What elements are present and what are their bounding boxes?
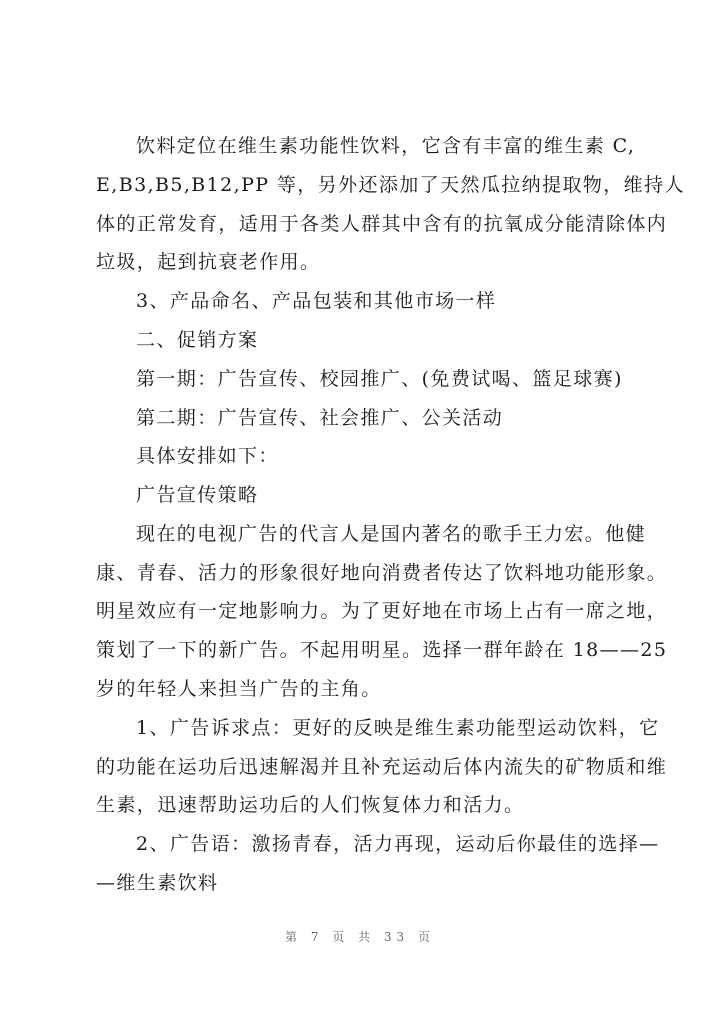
- text-line: 二、促销方案: [136, 329, 259, 351]
- section-heading: 广告宣传策略: [136, 484, 259, 506]
- text-line: 第一期：广告宣传、校园推广、(免费试喝、篮足球赛): [136, 368, 623, 390]
- text-line: 具体安排如下：: [136, 445, 279, 467]
- text-line: 策划了一下的新广告。不起用明星。选择一群年龄在 18——25: [96, 639, 668, 661]
- text-line: 垃圾，起到抗衰老作用。: [96, 251, 321, 273]
- text-line: E,B3,B5,B12,PP 等，另外还添加了天然瓜拉纳提取物，维持人: [96, 174, 685, 196]
- text-line: 体的正常发育，适用于各类人群其中含有的抗氧成分能清除体内: [96, 213, 668, 235]
- text-line: 1、广告诉求点：更好的反映是维生素功能型运动饮料，它: [136, 717, 660, 739]
- text-line: 的功能在运功后迅速解渴并且补充运动后体内流失的矿物质和维: [96, 756, 668, 778]
- text-line: 2、广告语：激扬青春，活力再现，运动后你最佳的选择—: [136, 833, 660, 855]
- text-line: 岁的年轻人来担当广告的主角。: [96, 678, 382, 700]
- text-line: 明星效应有一定地影响力。为了更好地在市场上占有一席之地，: [96, 600, 668, 622]
- text-line: 康、青春、活力的形象很好地向消费者传达了饮料地功能形象。: [96, 562, 668, 584]
- text-line: 第二期：广告宣传、社会推广、公关活动: [136, 407, 504, 429]
- text-line: 3、产品命名、产品包装和其他市场一样: [136, 290, 497, 312]
- text-line: 生素，迅速帮助运功后的人们恢复体力和活力。: [96, 794, 525, 816]
- text-line: 饮料定位在维生素功能性饮料，它含有丰富的维生素 C,: [136, 135, 636, 157]
- text-line: 现在的电视广告的代言人是国内著名的歌手王力宏。他健: [136, 523, 647, 545]
- page-number-footer: 第 7 页 共 33 页: [285, 930, 435, 944]
- text-line: —维生素饮料: [96, 872, 219, 894]
